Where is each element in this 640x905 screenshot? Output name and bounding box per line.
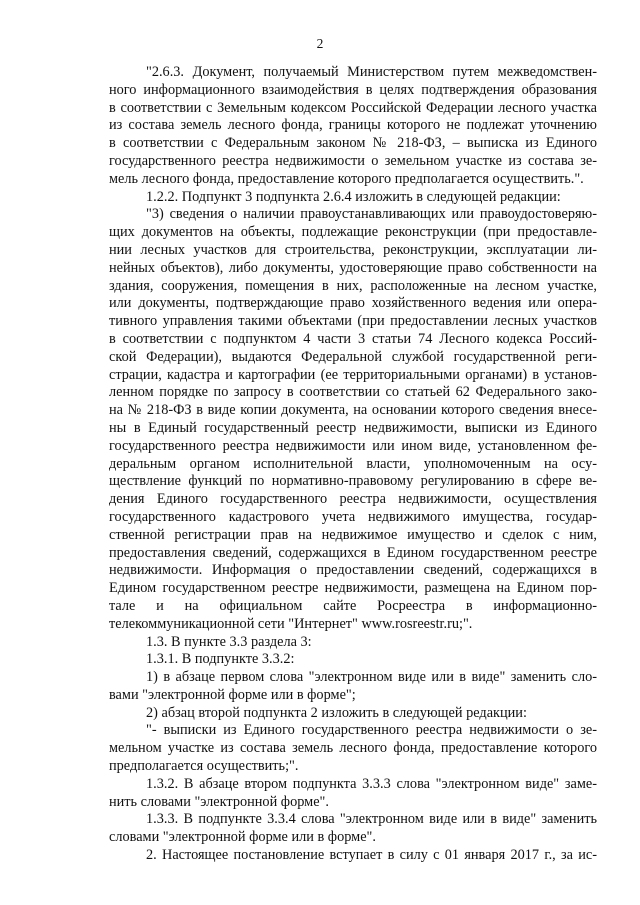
text-line: 1.3. В пункте 3.3 раздела 3: <box>146 633 312 650</box>
text-line: мель лесного фонда, предоставление которого предполагается осуществить.". <box>109 170 584 187</box>
document-body <box>0 64 640 865</box>
text-line: словами "электронной форме или в форме". <box>109 829 376 846</box>
text-line: 1.2.2. Подпункт 3 подпункта 2.6.4 изложить в следующей редакции: <box>146 188 561 205</box>
text-line: государственного кадастрового учета недвижимого имущества, государ- <box>109 508 597 525</box>
text-line: 2) абзац второй подпункта 2 изложить в следующей редакции: <box>146 704 527 721</box>
text-line: или документы, подтверждающие право хозяйственного ведения или опера- <box>109 295 597 312</box>
text-line: ственной регистрации прав на недвижимое имущество и сделок с ним, <box>109 526 597 543</box>
text-line: в соответствии с Федеральным законом № 218-ФЗ, – выписка из Единого <box>109 135 597 152</box>
text-line: ской Федерации), выдаются Федеральной службой государственной реги- <box>109 348 597 365</box>
text-line: 1) в абзаце первом слова "электронном виде или в виде" заменить сло- <box>146 669 597 686</box>
text-line: государственного реестра недвижимости о земельном участке из состава зе- <box>109 152 597 169</box>
text-line: предполагается осуществить;". <box>109 758 299 775</box>
text-line: ленном порядке по запросу в соответствии со статьей 62 Федерального зако- <box>109 384 597 401</box>
text-line: государственного реестра недвижимости или ином виде, установленном фе- <box>109 437 597 454</box>
text-line: в соответствии с Земельным кодексом Российской Федерации лесного участка <box>109 99 597 116</box>
text-line: телекоммуникационной сети "Интернет" www.rosreestr.ru;". <box>109 615 473 632</box>
text-line: деральным органом исполнительной власти, уполномоченным на осу- <box>109 455 597 472</box>
text-line: мельном участке из состава земель лесного фонда, предоставление которого <box>109 740 597 757</box>
text-line: "2.6.3. Документ, получаемый Министерством путем межведомствен- <box>146 64 597 80</box>
text-line: здания, сооружения, помещения в них, расположенные на лесном участке, <box>109 277 597 294</box>
text-line: "- выписки из Единого государственного реестра недвижимости о зе- <box>146 722 597 739</box>
text-line: недвижимости. Информация о предоставлении сведений, содержащихся в <box>109 562 597 579</box>
text-line: "3) сведения о наличии правоустанавливающих или правоудостоверяю- <box>146 206 597 223</box>
text-line: дения Единого государственного реестра недвижимости, осуществления <box>109 491 597 508</box>
text-line: нейных объектов), либо документы, удостоверяющие право собственности на <box>109 259 597 276</box>
text-line: тивного управления такими объектами (при предоставлении лесных участков <box>109 313 597 330</box>
text-line: ного информационного взаимодействия в целях подтверждения образования <box>109 81 597 98</box>
text-line: 1.3.3. В подпункте 3.3.4 слова "электронном виде или в виде" заменить <box>146 811 597 828</box>
text-line: ны в Единый государственный реестр недвижимости, выписки из Единого <box>109 419 597 436</box>
text-line: на № 218-ФЗ в виде копии документа, на основании которого сведения внесе- <box>109 402 597 419</box>
page-number: 2 <box>316 36 324 51</box>
text-line: Едином государственном реестре недвижимости, размещена на Едином пор- <box>109 580 597 597</box>
text-line: нить словами "электронной форме". <box>109 793 329 810</box>
text-line: нии лесных участков для строительства, реконструкции, эксплуатации ли- <box>109 241 597 258</box>
text-line: 1.3.2. В абзаце втором подпункта 3.3.3 слова "электронном виде" заме- <box>146 775 597 792</box>
text-line: из состава земель лесного фонда, границы которого не подлежат уточнению <box>109 117 597 134</box>
text-line: 2. Настоящее постановление вступает в силу с 01 января 2017 г., за ис- <box>146 847 597 864</box>
text-line: тале и на официальном сайте Росреестра в информационно- <box>109 597 597 614</box>
text-line: в соответствии с подпунктом 4 части 3 статьи 74 Лесного кодекса Россий- <box>109 330 597 347</box>
text-line: предоставления сведений, содержащихся в Едином государственном реестре <box>109 544 597 561</box>
text-line: щих документов на объекты, подлежащие реконструкции (при предоставле- <box>109 224 597 241</box>
text-line: вами "электронной форме или в форме"; <box>109 686 356 703</box>
text-line: страции, кадастра и картографии (ее территориальными органами) в установ- <box>109 366 597 383</box>
text-line: ществление функций по нормативно-правовому регулированию в сфере ве- <box>109 473 597 490</box>
text-line: 1.3.1. В подпункте 3.3.2: <box>146 651 295 668</box>
